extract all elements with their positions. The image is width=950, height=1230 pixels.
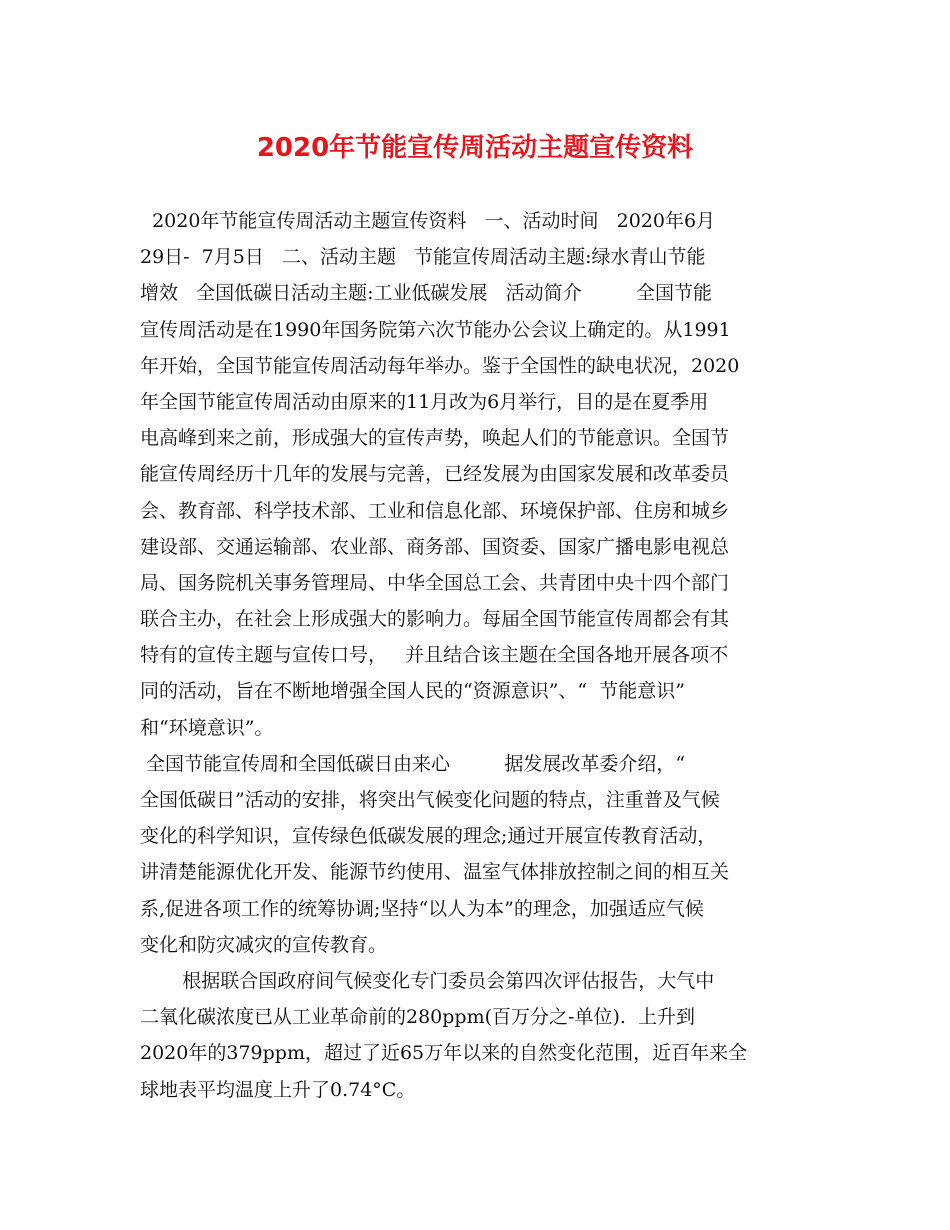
body-line: 二氧化碳浓度已从工业革命前的280ppm(百万分之-单位). 上升到: [140, 1006, 695, 1029]
body-line: 年全国节能宣传周活动由原来的11月改为6月举行，目的是在夏季用: [140, 390, 709, 413]
body-line: 电高峰到来之前，形成强大的宣传声势，唤起人们的节能意识。全国节: [140, 427, 730, 450]
body-line: 球地表平均温度上升了0.74°C。: [140, 1078, 416, 1101]
body-line: 联合主办，在社会上形成强大的影响力。每届全国节能宣传周都会有其: [140, 608, 730, 631]
body-line: 2020年的379ppm，超过了近65万年以来的自然变化范围，近百年来全: [140, 1042, 748, 1065]
body-line: 2020年节能宣传周活动主题宣传资料 一、活动时间 2020年6月: [140, 210, 716, 232]
body-line: 宣传周活动是在1990年国务院第六次节能办公会议上确定的。从1991: [140, 318, 731, 341]
body-line: 根据联合国政府间气候变化专门委员会第四次评估报告，大气中: [140, 969, 715, 992]
body-line: 会、教育部、科学技术部、工业和信息化部、环境保护部、住房和城乡: [140, 499, 730, 522]
body-line: 增效 全国低碳日活动主题:工业低碳发展 活动简介 全国节能: [140, 282, 712, 305]
body-line: 讲清楚能源优化开发、能源节约使用、温室气体排放控制之间的相互关: [140, 861, 730, 884]
body-line: 特有的宣传主题与宣传口号， 并且结合该主题在全国各地开展各项不: [140, 644, 729, 667]
body-line: 系,促进各项工作的统筹协调;坚持“以人为本”的理念，加强适应气候: [140, 897, 704, 920]
body-line: 同的活动，旨在不断地增强全国人民的“资源意识”、“ 节能意识”: [140, 680, 685, 703]
body-line: 建设部、交通运输部、农业部、商务部、国资委、国家广播电影电视总: [140, 535, 730, 558]
body-line: 29日- 7月5日 二、活动主题 节能宣传周活动主题:绿水青山节能: [140, 246, 706, 269]
body-line: 年开始，全国节能宣传周活动每年举办。鉴于全国性的缺电状况，2020: [140, 354, 740, 377]
body-line: 变化的科学知识，宣传绿色低碳发展的理念;通过开展宣传教育活动，: [140, 825, 717, 848]
body-line: 全国节能宣传周和全国低碳日由来心 据发展改革委介绍，“: [140, 752, 686, 775]
body-line: 变化和防灾减灾的宣传教育。: [140, 933, 388, 956]
body-line: 能宣传周经历十几年的发展与完善，已经发展为由国家发展和改革委员: [140, 463, 730, 486]
document-body: [140, 203, 820, 1108]
body-line: 和“环境意识”。: [140, 716, 274, 739]
body-line: 局、国务院机关事务管理局、中华全国总工会、共青团中央十四个部门: [140, 571, 730, 594]
document-title: 2020年节能宣传周活动主题宣传资料: [256, 133, 694, 163]
body-line: 全国低碳日”活动的安排，将突出气候变化问题的特点，注重普及气候: [140, 789, 720, 811]
